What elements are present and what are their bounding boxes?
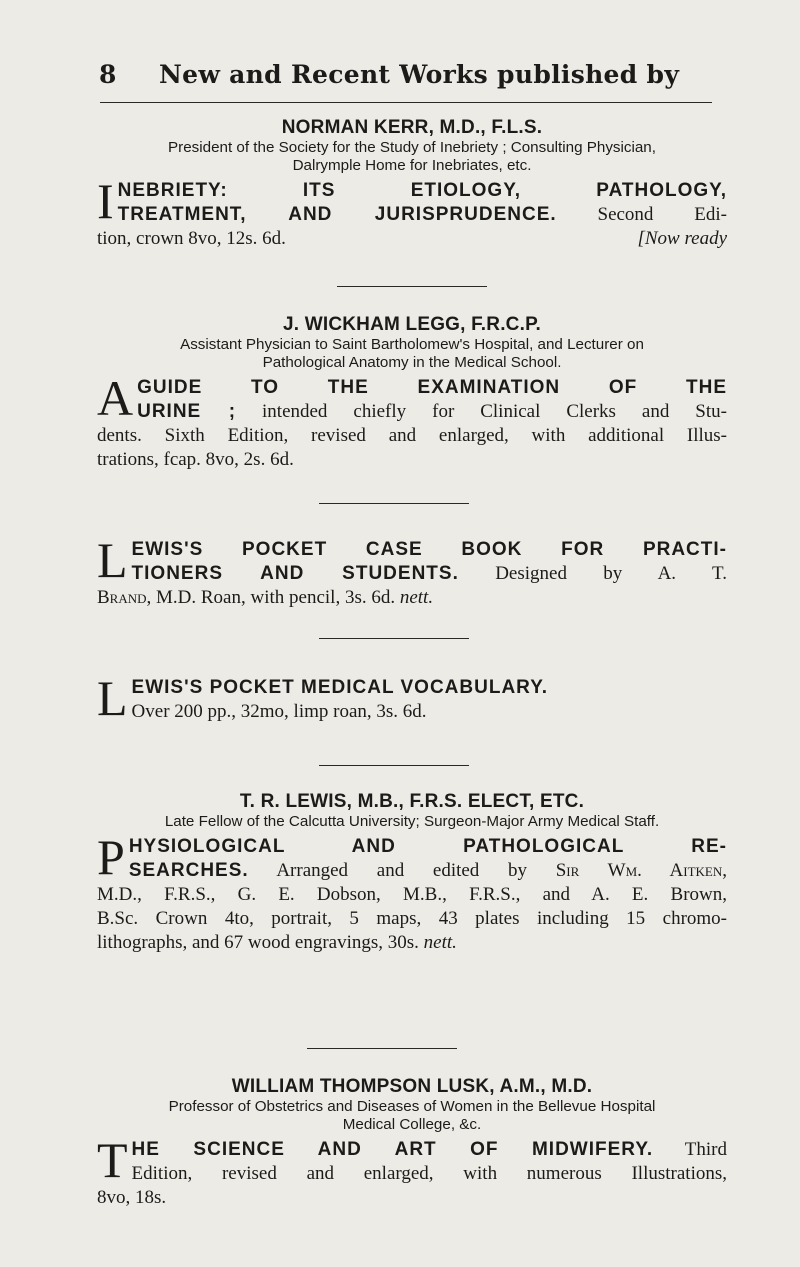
book-title: NEBRIETY: ITS ETIOLOGY, PATHOLOGY, — [117, 180, 727, 201]
author-name: NORMAN KERR, M.D., F.L.S. — [281, 117, 543, 138]
book-title: GUIDE TO THE EXAMINATION OF THE — [137, 377, 727, 398]
book-description: M.D., F.R.S., G. E. Dobson, M.B., F.R.S., and A. E. Brown, — [97, 884, 727, 905]
book-title: HYSIOLOGICAL AND PATHOLOGICAL RE- — [128, 836, 727, 857]
book-description: lithographs, and 67 wood engravings, 30s. — [97, 932, 424, 953]
author-name: J. WICKHAM LEGG, F.R.C.P. — [282, 314, 541, 335]
book-title-cont: SEARCHES. — [128, 860, 249, 881]
page-header — [97, 60, 727, 98]
book-description: Second Edi- — [556, 204, 727, 225]
book-listing — [97, 370, 727, 472]
author-name: T. R. LEWIS, M.B., F.R.S. ELECT, ETC. — [239, 791, 585, 812]
book-description: Third — [653, 1139, 727, 1160]
running-title: New and Recent Works published by — [159, 60, 680, 89]
book-listing — [97, 532, 727, 610]
drop-cap: T — [97, 1132, 128, 1188]
drop-cap: A — [97, 370, 134, 426]
drop-cap: L — [97, 532, 128, 588]
book-description: Arranged and edited by — [248, 860, 556, 881]
author-role-line: Pathological Anatomy in the Medical School. — [262, 354, 562, 371]
section-divider — [319, 638, 469, 639]
drop-cap: I — [97, 173, 114, 229]
book-listing — [97, 1132, 727, 1210]
section-divider — [307, 1048, 457, 1049]
entry-kerr — [97, 117, 727, 251]
section-divider — [319, 765, 469, 766]
book-listing — [97, 829, 727, 955]
book-title: HE SCIENCE AND ART OF MIDWIFERY. — [131, 1139, 654, 1160]
author-name-inline: Brand — [97, 587, 147, 608]
book-description: trations, fcap. 8vo, 2s. 6d. — [97, 449, 294, 470]
author-role-line: Dalrymple Home for Inebriates, etc. — [292, 157, 532, 174]
author-role-line: Professor of Obstetrics and Diseases of Women in the Bellevue Hospital — [168, 1098, 656, 1115]
book-title-cont: URINE ; — [137, 401, 237, 422]
author-name: WILLIAM THOMPSON LUSK, A.M., M.D. — [231, 1076, 593, 1097]
book-title-cont: TREATMENT, AND JURISPRUDENCE. — [117, 204, 557, 225]
book-description: dents. Sixth Edition, revised and enlarged, with additional Illus- — [97, 425, 727, 446]
price-note: nett. — [423, 932, 457, 953]
book-listing — [97, 670, 727, 726]
book-description: 8vo, 18s. — [97, 1187, 167, 1208]
author-role-line: Late Fellow of the Calcutta University; Surgeon-Major Army Medical Staff. — [164, 813, 660, 830]
price-note: nett. — [399, 587, 434, 608]
book-title: EWIS'S POCKET CASE BOOK FOR PRACTI- — [131, 539, 727, 560]
section-divider — [337, 286, 487, 287]
catalogue-page — [97, 60, 727, 1208]
drop-cap: L — [97, 670, 128, 726]
book-description: intended chiefly for Clinical Clerks and Stu- — [236, 401, 727, 422]
entry-legg — [97, 314, 727, 472]
entry-lusk — [97, 1076, 727, 1210]
section-divider — [319, 503, 469, 504]
author-role-line: Medical College, &c. — [342, 1116, 482, 1133]
book-description: Edition, revised and enlarged, with numerous Illustrations, — [131, 1163, 727, 1184]
book-title-cont: TIONERS AND STUDENTS. — [131, 563, 459, 584]
book-description: Designed by A. T. — [458, 563, 727, 584]
book-listing — [97, 173, 727, 251]
editor-name: Sir Wm. Aitken, — [555, 860, 727, 881]
author-role-line: President of the Society for the Study of Inebriety ; Consulting Physician, — [168, 139, 656, 156]
book-description: Over 200 pp., 32mo, limp roan, 3s. 6d. — [131, 701, 427, 722]
book-description: B.Sc. Crown 4to, portrait, 5 maps, 43 plates including 15 chromo- — [97, 908, 727, 929]
entry-vocabulary — [97, 672, 727, 724]
publication-status: [Now ready — [637, 228, 727, 249]
author-role-line: Assistant Physician to Saint Bartholomew's Hospital, and Lecturer on — [180, 336, 644, 353]
drop-cap: P — [97, 829, 125, 885]
page-number: 8 — [99, 60, 117, 89]
header-rule — [100, 102, 712, 103]
book-description: tion, crown 8vo, 12s. 6d. — [97, 228, 286, 249]
book-description: , M.D. Roan, with pencil, 3s. 6d. — [146, 587, 400, 608]
entry-lewis — [97, 791, 727, 955]
entry-case-book — [97, 534, 727, 610]
book-title: EWIS'S POCKET MEDICAL VOCABULARY. — [131, 677, 549, 698]
